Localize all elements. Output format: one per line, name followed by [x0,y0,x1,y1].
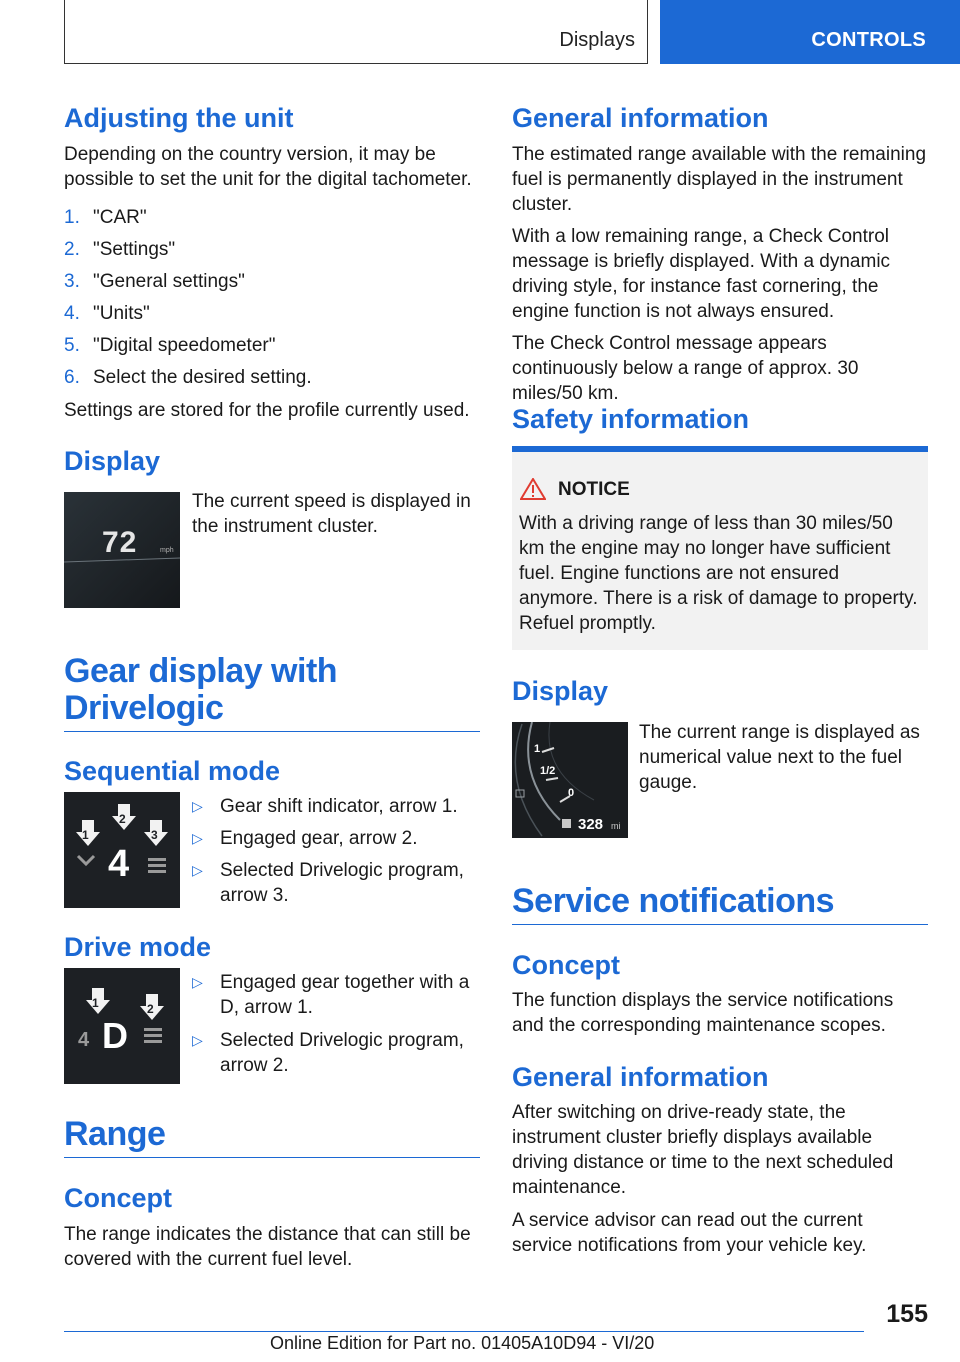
step-text: "Units" [93,303,150,324]
bullet-triangle-icon: ▷ [192,974,203,990]
step-number: 6. [64,367,80,388]
fuel-mark-full: 1 [534,743,541,755]
general-info-p1: The estimated range available with the remaining fuel is permanently displayed in the instrument cluster. [512,144,927,215]
bullet-triangle-icon: ▷ [192,862,203,878]
fuel-mark-half: 1/2 [540,765,556,777]
bullet-triangle-icon: ▷ [192,1032,203,1048]
step-number: 5. [64,335,80,356]
step-number: 2. [64,239,80,260]
header-chapter-label: CONTROLS [811,29,926,51]
range-title: Range [64,1115,166,1153]
arrow-label-1: 1 [82,828,89,842]
range-unit: mi [611,821,621,831]
service-notifications-title: Service notifications [512,882,835,920]
notice-label: NOTICE [558,479,630,500]
drive-letter: D [102,1015,128,1056]
header-section-tab [64,0,648,64]
step-number: 1. [64,207,80,228]
section-rule [512,924,928,925]
general-info-p3: The Check Control message appears continuously below a range of approx. 30 miles/50 km. [512,333,859,404]
settings-stored-note: Settings are stored for the profile currently used. [64,400,470,421]
display-title: Display [64,446,161,476]
gear-display-title-line1: Gear display with [64,652,338,690]
step-text: "General settings" [93,271,245,292]
fuel-mark-empty: 0 [568,787,575,799]
step-text: "Digital speedometer" [93,335,276,356]
header-section-label: Displays [559,29,635,51]
gear-small: 4 [78,1029,90,1051]
footer-edition: Online Edition for Part no. 01405A10D94 - VI/20 [270,1333,655,1353]
gear-number: 4 [108,843,130,885]
arrow-label-1: 1 [92,996,99,1010]
bullet-text: Selected Drivelogic program, arrow 2. [220,1030,464,1076]
range-display-body: The current range is displayed as numerical value next to the fuel gauge. [639,722,920,793]
notice-body: With a driving range of less than 30 miles/50 km the engine may no longer have sufficient fuel. Engine functions are not ensured anymore. There is a risk of damage to property. Refuel promptly. [519,513,918,634]
section-rule [64,731,480,732]
speed-value: 72 [102,526,138,559]
speed-unit: mph [160,547,174,554]
service-general-p1: After switching on drive-ready state, the instrument cluster briefly displays available driving distance or time to the next scheduled maintenance. [512,1102,894,1198]
warning-triangle-icon [520,478,546,500]
speed-display-image [64,492,180,608]
step-number: 4. [64,303,80,324]
footer-rule [64,1331,864,1332]
adjust-body: Depending on the country version, it may be possible to set the unit for the digital tachometer. [64,144,472,190]
bullet-text: Engaged gear, arrow 2. [220,828,418,849]
section-rule [64,1157,480,1158]
bullet-triangle-icon: ▷ [192,798,203,814]
step-text: "Settings" [93,239,176,260]
arrow-label-2: 2 [147,1002,154,1016]
arrow-label-3: 3 [151,828,158,842]
header-chapter-tab [660,0,960,64]
sequential-mode-image [64,792,180,908]
range-display-title: Display [512,676,609,706]
bullet-text: Engaged gear together with a D, arrow 1. [220,972,470,1018]
range-concept-title: Concept [64,1183,172,1213]
display-body: The current speed is displayed in the instrument cluster. [192,491,471,537]
step-text: "CAR" [93,207,147,228]
sequential-mode-title: Sequential mode [64,756,281,786]
drive-mode-image [64,968,180,1084]
gear-display-title-line2: Drivelogic [64,689,224,727]
range-concept-body: The range indicates the distance that can still be covered with the current fuel level. [64,1224,471,1270]
service-general-title: General information [512,1062,769,1092]
service-general-p2: A service advisor can read out the current service notifications from your vehicle key. [512,1210,867,1256]
adjust-title: Adjusting the unit [64,103,294,133]
step-number: 3. [64,271,80,292]
range-value: 328 [578,816,604,833]
notice-box [512,446,928,650]
bullet-text: Gear shift indicator, arrow 1. [220,796,458,817]
drive-mode-title: Drive mode [64,932,212,962]
safety-info-title: Safety information [512,404,750,434]
service-concept-body: The function displays the service notifications and the corresponding maintenance scopes. [512,990,894,1036]
general-info-p2: With a low remaining range, a Check Control message is briefly displayed. With a dynamic driving style, for instance fast cornering, the engine function is not always ensured. [512,226,891,322]
page-number: 155 [886,1300,928,1328]
bullet-text: Selected Drivelogic program, arrow 3. [220,860,464,906]
bullet-triangle-icon: ▷ [192,830,203,846]
service-concept-title: Concept [512,950,620,980]
general-info-title: General information [512,103,769,133]
fuel-gauge-image [512,722,628,838]
step-text: Select the desired setting. [93,367,312,388]
arrow-label-2: 2 [119,812,126,826]
